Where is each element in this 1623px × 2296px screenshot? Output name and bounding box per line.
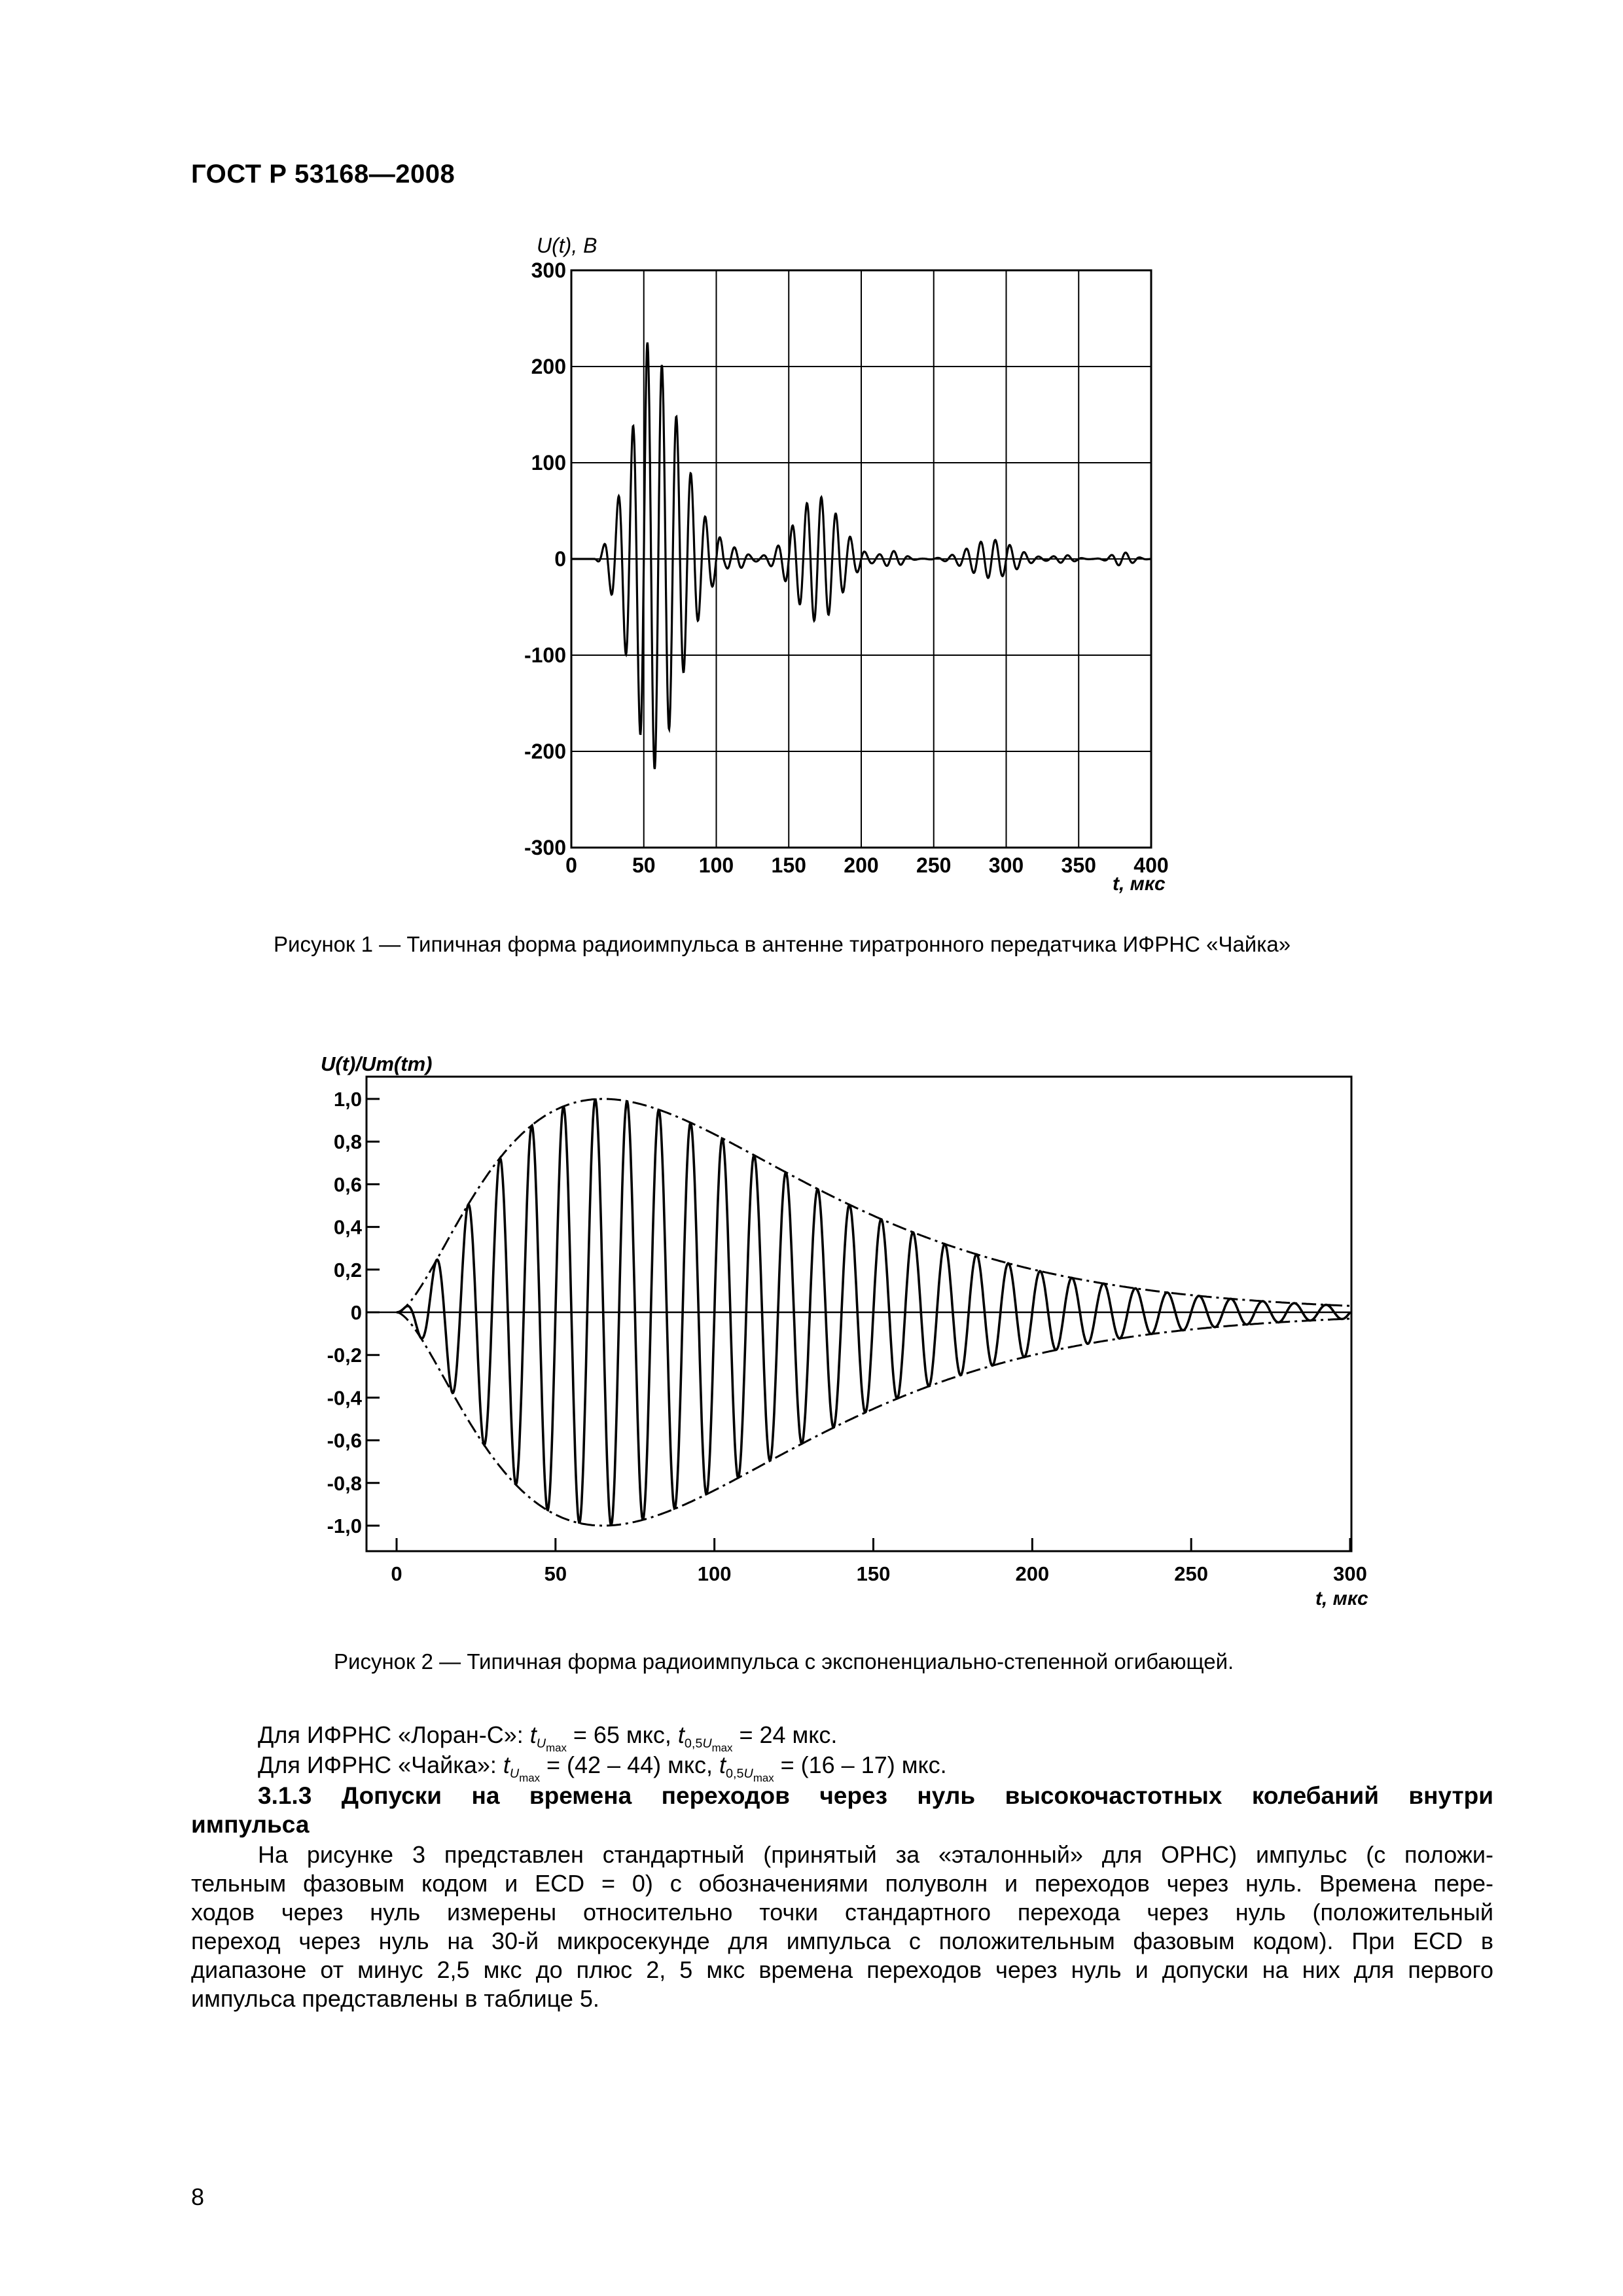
fig1-y-tick: -200 (524, 740, 566, 763)
fig2-x-tick: 50 (544, 1562, 567, 1585)
fig2-y-tick: 0,8 (333, 1130, 362, 1154)
fig1-y-tick: 0 (554, 547, 566, 571)
fig2-y-tick: -0,6 (327, 1429, 362, 1452)
section-heading-continued: импульса (191, 1811, 310, 1838)
fig1-x-tick: 250 (916, 853, 952, 877)
fig2-x-tick: 250 (1174, 1562, 1209, 1585)
fig1-x-tick: 200 (844, 853, 879, 877)
fig1-y-tick: -100 (524, 643, 566, 667)
fig1-x-tick: 400 (1133, 853, 1169, 877)
body-paragraph (191, 1840, 1493, 2013)
fig1-y-tick: -300 (524, 836, 566, 859)
fig1-x-tick: 100 (698, 853, 734, 877)
figure-1-caption: Рисунок 1 — Типичная форма радиоимпульса в антенне тиратронного передатчика ИФРНС «Чайка» (274, 932, 1291, 956)
fig1-x-axis-label: t, мкс (1113, 873, 1166, 895)
fig2-y-tick: -0,2 (327, 1344, 362, 1367)
fig1-y-tick: 200 (531, 355, 566, 378)
fig1-x-tick: 300 (988, 853, 1024, 877)
fig1-x-tick: 350 (1061, 853, 1096, 877)
fig1-x-tick: 0 (565, 853, 577, 877)
fig2-y-tick: 0,2 (333, 1258, 362, 1282)
fig1-x-tick: 50 (632, 853, 656, 877)
fig2-y-tick: -0,8 (327, 1471, 362, 1495)
fig2-x-tick: 150 (856, 1562, 891, 1585)
section-heading: 3.1.3 Допуски на времена переходов через нуль высокочастотных колебаний внутри (258, 1782, 1493, 1809)
fig2-y-tick: -1,0 (327, 1515, 362, 1537)
fig2-signal-line (397, 1100, 1350, 1525)
fig2-y-tick: 0 (350, 1301, 362, 1324)
fig2-y-tick: -0,4 (327, 1386, 362, 1410)
paragraph-line: диапазоне от минус 2,5 мкс до плюс 2, 5 мкс времена переходов через нуль и допуски на них для первого (191, 1956, 1493, 1983)
fig2-x-tick: 200 (1015, 1562, 1050, 1585)
chaika-parameters: Для ИФРНС «Чайка»: $t_{U_{max}} = (42 - 44)$ мкс, $t_{0,5U_{max}} = (16 - 17)$ мкс. (258, 1751, 947, 1784)
fig2-x-tick: 0 (391, 1562, 402, 1585)
page-number: 8 (191, 2183, 205, 2210)
fig2-y-axis-label: U(t)/Um(tm) (321, 1052, 433, 1075)
paragraph-line: тельным фазовым кодом и ECD = 0) с обозначениями полуволн и переходов через нуль. Времена пере- (191, 1870, 1493, 1897)
fig1-x-tick: 150 (771, 853, 806, 877)
fig2-x-tick: 300 (1333, 1562, 1367, 1585)
fig1-y-tick: 100 (531, 451, 566, 475)
fig2-y-tick: 0,6 (333, 1173, 362, 1196)
fig2-tick-labels (327, 1088, 1367, 1585)
fig2-x-axis-label: t, мкс (1315, 1588, 1368, 1609)
fig2-x-tick: 100 (697, 1562, 732, 1585)
fig2-y-tick: 1,0 (333, 1088, 362, 1111)
fig2-y-tick: 0,4 (333, 1215, 362, 1239)
loran-c-parameters: Для ИФРНС «Лоран-С»: $t_{U_{max}} = 65$ мкс, $t_{0,5U_{max}} = 24$ мкс. (258, 1721, 838, 1754)
paragraph-line: ходов через нуль измерены относительно точки стандартного перехода через нуль (положительный (191, 1899, 1493, 1926)
paragraph-line: На рисунке 3 представлен стандартный (принятый за «эталонный» для ОРНС) импульс (с положи- (258, 1841, 1493, 1868)
document-header: ГОСТ Р 53168—2008 (191, 160, 455, 188)
fig1-y-axis-label: U(t), В (537, 234, 597, 257)
paragraph-line: переход через нуль на 30-й микросекунде для импульса с положительным фазовым кодом). При ECD в (191, 1928, 1493, 1954)
figure-2-caption: Рисунок 2 — Типичная форма радиоимпульса с экспоненциально-степенной огибающей. (334, 1649, 1234, 1674)
fig1-y-tick: 300 (531, 259, 566, 282)
paragraph-line: импульса представлены в таблице 5. (191, 1985, 599, 2012)
